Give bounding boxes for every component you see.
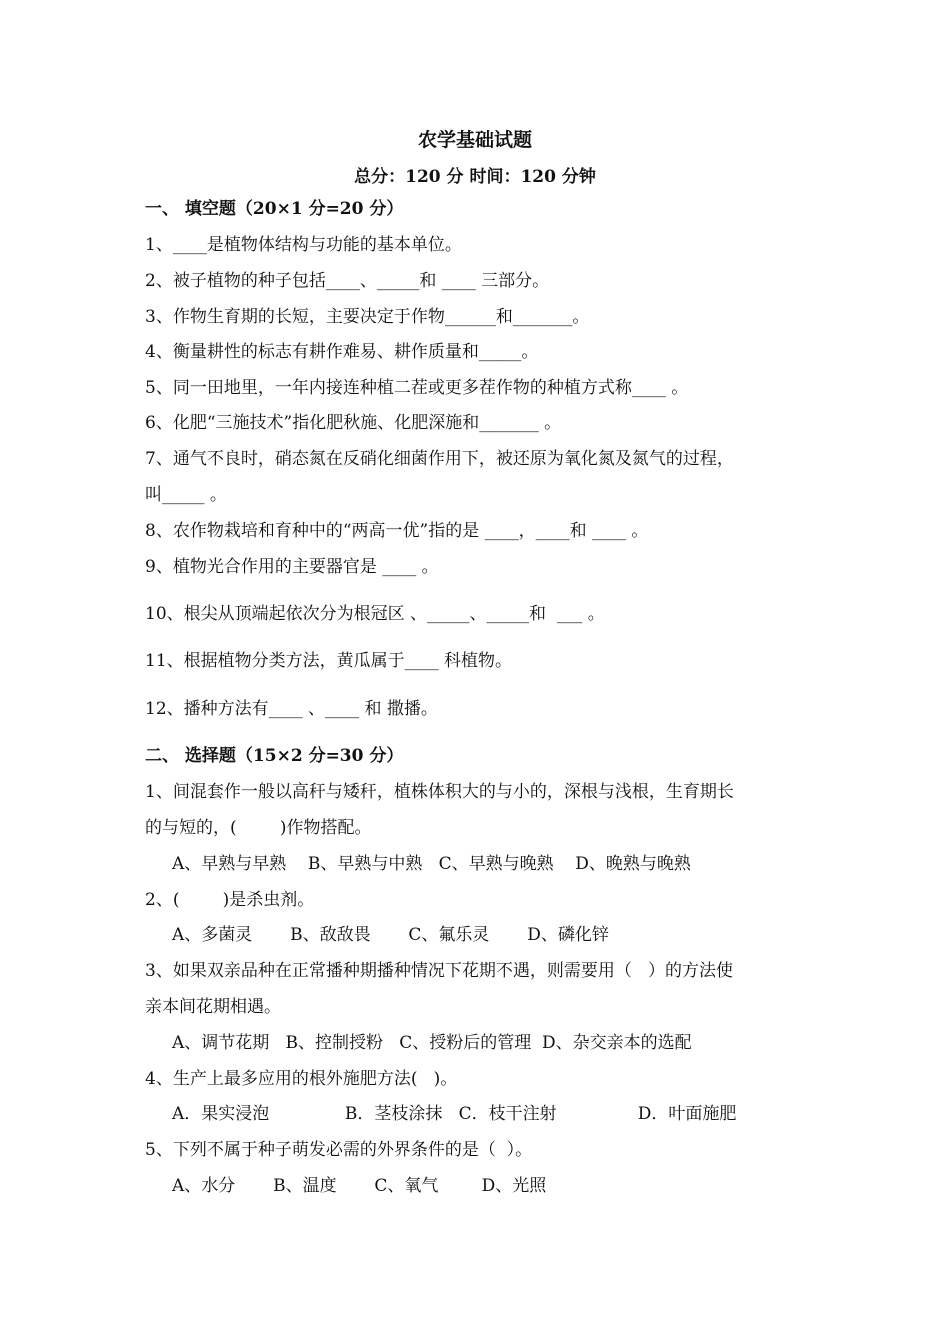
fill-question-8: 8、农作物栽培和育种中的“两高一优”指的是 ____，____和 ____ 。 [145,521,649,541]
choice-question-1-options: A、早熟与早熟 B、早熟与中熟 C、早熟与晚熟 D、晚熟与晚熟 [172,854,691,874]
choice-question-2: 2、( )是杀虫剂。 [145,890,315,910]
fill-question-2: 2、被子植物的种子包括____、_____和 ____ 三部分。 [145,271,550,291]
choice-question-4-options: A．果实浸泡 B．茎枝涂抹 C．枝干注射 D．叶面施肥 [172,1104,737,1124]
choice-question-5-options: A、水分 B、温度 C、氧气 D、光照 [172,1176,547,1196]
choice-question-1: 1、间混套作一般以高秆与矮秆，植株体积大的与小的，深根与浅根，生育期长 [145,782,734,802]
choice-question-2-options: A、多菌灵 B、敌敌畏 C、氟乐灵 D、磷化锌 [172,925,609,945]
fill-question-9: 9、植物光合作用的主要器官是 ____ 。 [145,557,439,577]
fill-question-6: 6、化肥“三施技术”指化肥秋施、化肥深施和_______ 。 [145,413,562,433]
fill-question-10: 10、根尖从顶端起依次分为根冠区 、_____、_____和 ___ 。 [145,604,605,624]
fill-question-5: 5、同一田地里，一年内接连种植二茬或更多茬作物的种植方式称____ 。 [145,378,689,398]
fill-question-7-cont: 叫_____ 。 [145,485,227,505]
choice-question-3: 3、如果双亲品种在正常播种期播种情况下花期不遇，则需要用（ ）的方法使 [145,961,734,981]
fill-question-12: 12、播种方法有____ 、____ 和 撒播。 [145,699,438,719]
choice-question-3-cont: 亲本间花期相遇。 [145,997,281,1017]
exam-title: 农学基础试题 [417,129,532,151]
fill-question-1: 1、____是植物体结构与功能的基本单位。 [145,235,462,255]
fill-question-11: 11、根据植物分类方法，黄瓜属于____ 科植物。 [145,651,513,671]
choice-question-1-cont: 的与短的，( )作物搭配。 [145,818,372,838]
section-2-heading: 二、 选择题（15×2 分=30 分） [145,746,404,766]
fill-question-7: 7、通气不良时，硝态氮在反硝化细菌作用下，被还原为氧化氮及氮气的过程， [145,449,734,469]
fill-question-4: 4、衡量耕性的标志有耕作难易、耕作质量和_____。 [145,342,539,362]
choice-question-5: 5、下列不属于种子萌发必需的外界条件的是（ ）。 [145,1140,533,1160]
fill-question-3: 3、作物生育期的长短，主要决定于作物______和_______。 [145,307,590,327]
exam-subtitle: 总分：120 分 时间：120 分钟 [354,167,596,187]
choice-question-4: 4、生产上最多应用的根外施肥方法( )。 [145,1069,458,1089]
choice-question-3-options: A、调节花期 B、控制授粉 C、授粉后的管理 D、杂交亲本的选配 [172,1033,692,1053]
section-1-heading: 一、 填空题（20×1 分=20 分） [145,199,404,219]
